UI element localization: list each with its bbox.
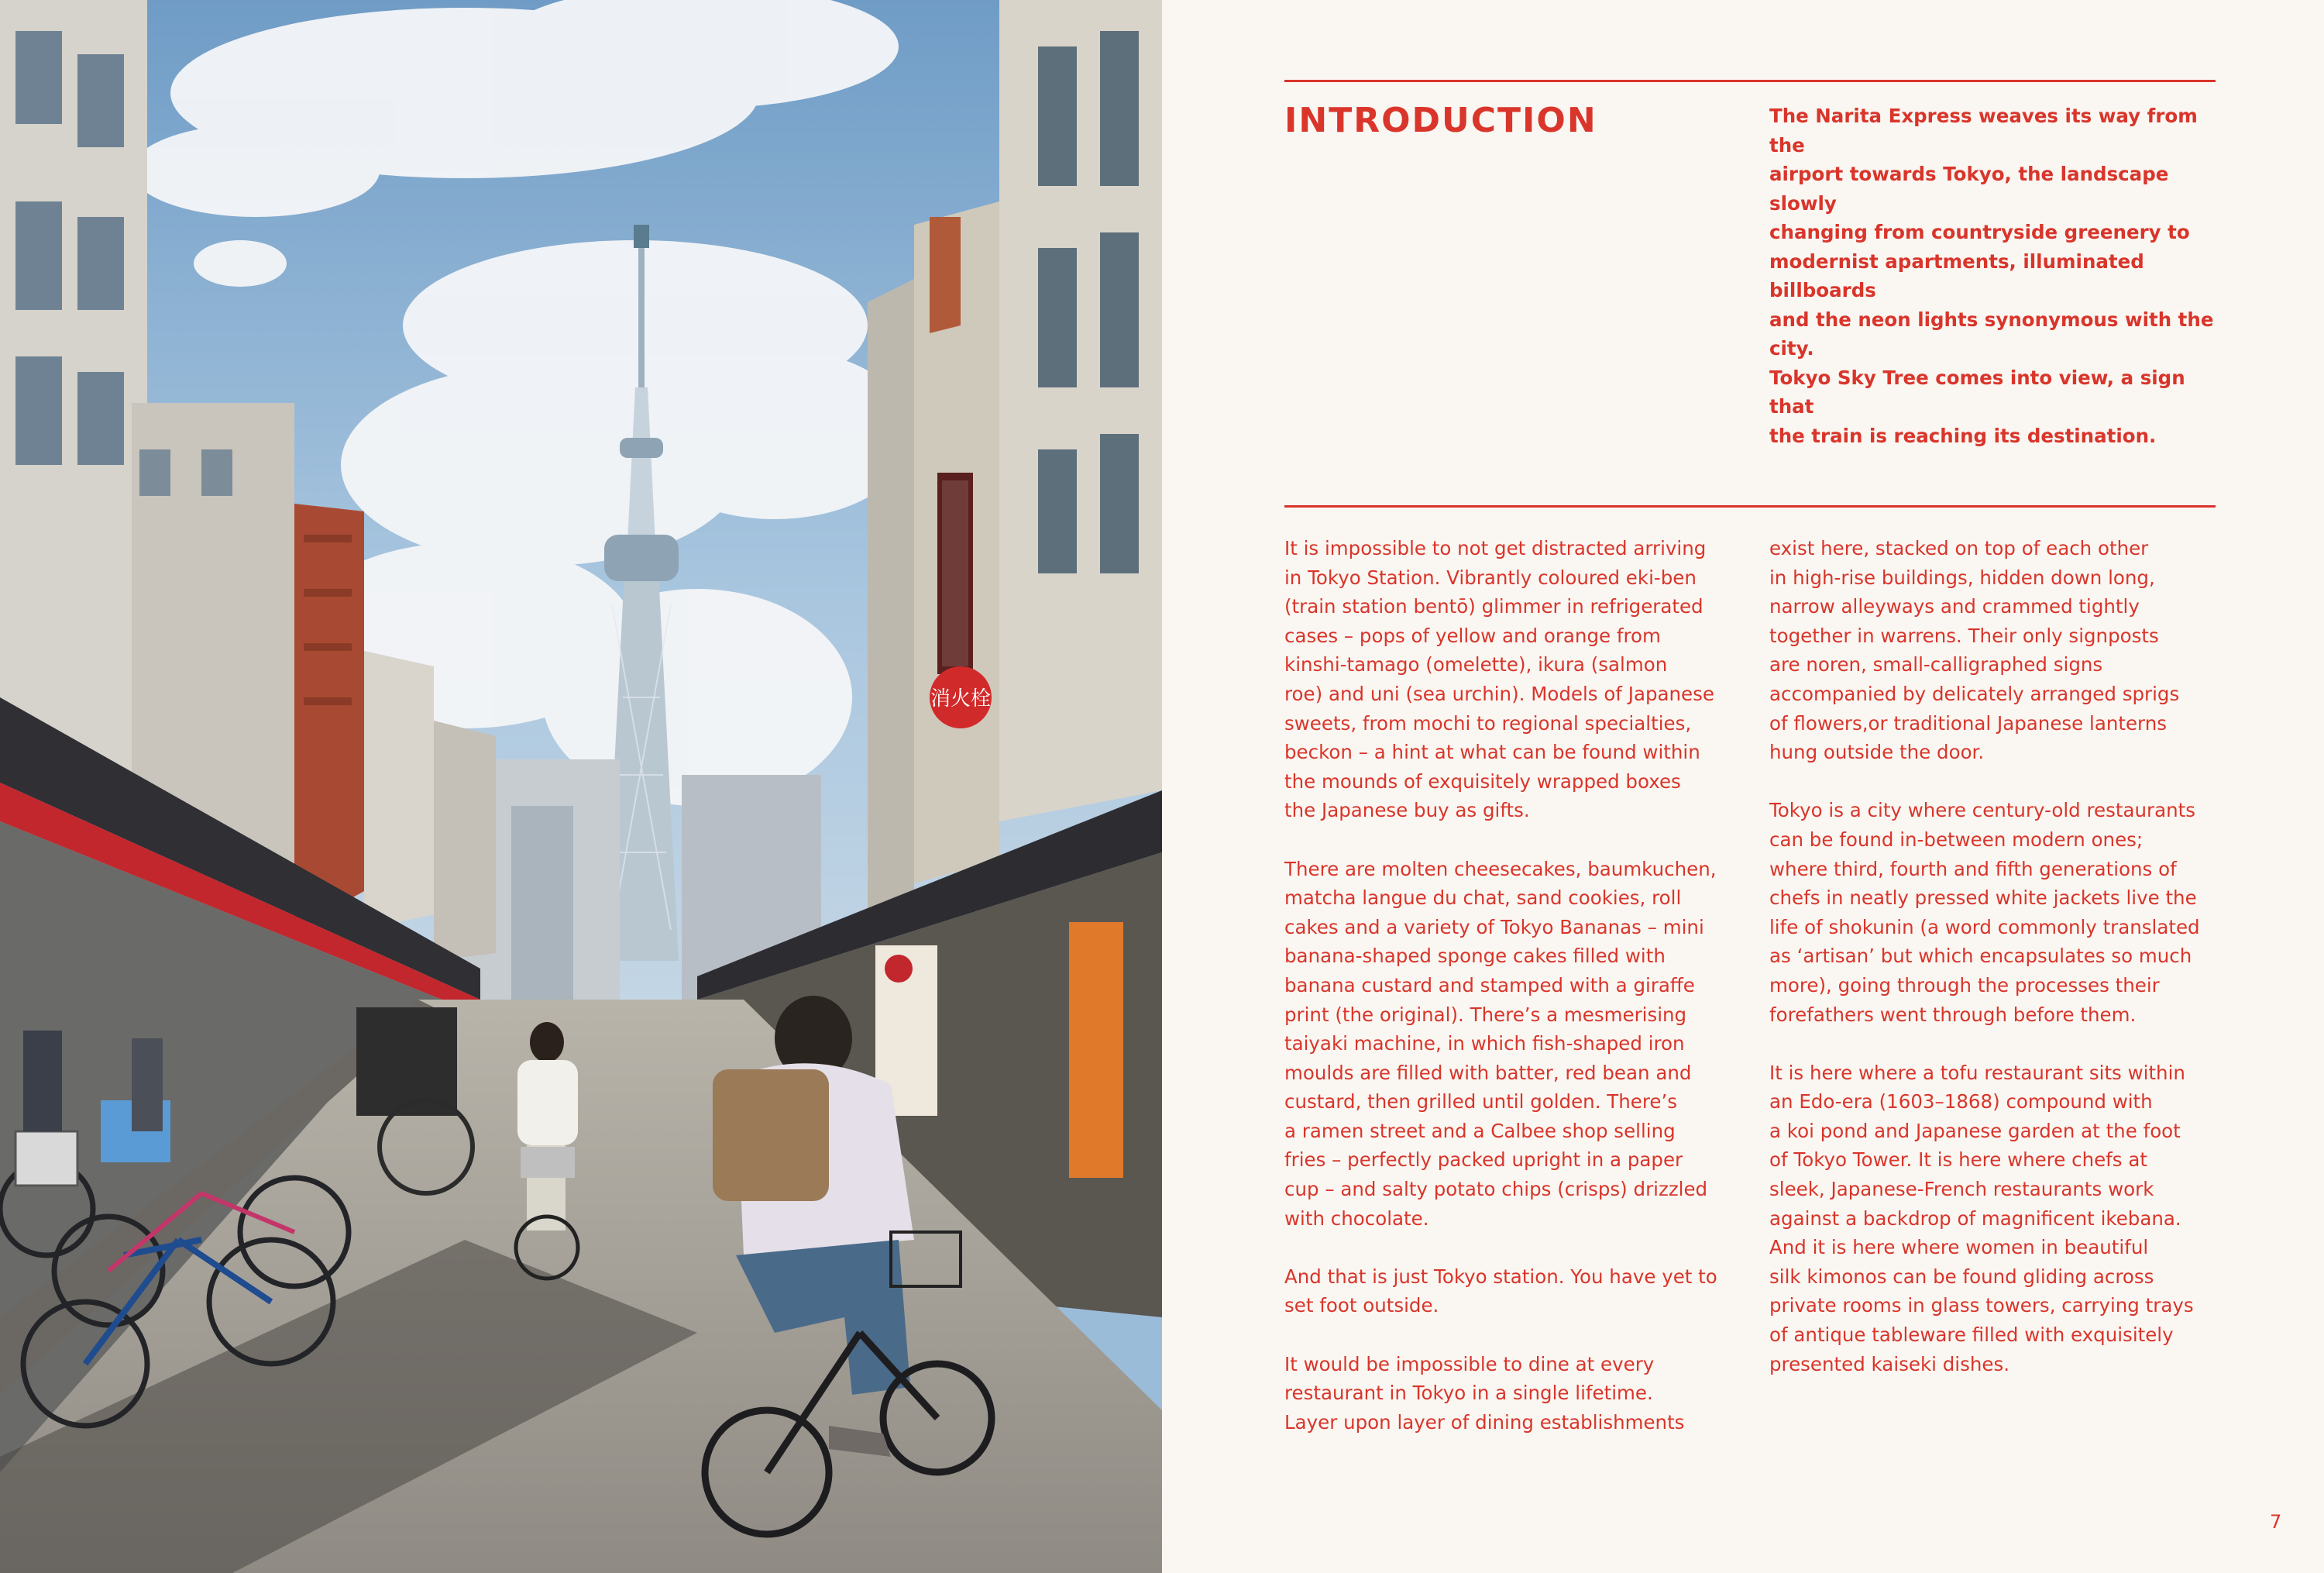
body-paragraph: exist here, stacked on top of each other in high-rise buildings, hidden down long, narrow alleyways and crammed tightly together in warrens. Their only signposts are noren, small-calligraphed signs accompanied by delicately arranged sprigs of flowers,or traditional Japanese lanterns hung outside the door. — [1769, 537, 2180, 764]
text-page — [1162, 0, 2324, 1573]
body-column-left — [1284, 534, 1749, 1437]
body-paragraph: And that is just Tokyo station. You have yet to set foot outside. — [1284, 1265, 1717, 1317]
body-paragraph: There are molten cheesecakes, baumkuchen, matcha langue du chat, sand cookies, roll cakes and a variety of Tokyo Bananas – mini banana-shaped sponge cakes filled with banana custard and stamped with a giraffe print (the original). There’s a mesmerising taiyaki machine, in which fish-shaped iron moulds are filled with batter, red bean and custard, then grilled until golden. There’s a ramen street and a Calbee shop selling fries – perfectly packed upright in a paper cup – and salty potato chips (crisps) drizzled with chocolate. — [1284, 857, 1717, 1230]
body-paragraph: It would be impossible to dine at every restaurant in Tokyo in a single lifetime. Layer upon layer of dining establishments — [1284, 1352, 1685, 1434]
top-rule — [1284, 80, 2216, 82]
middle-rule — [1284, 505, 2216, 508]
body-paragraph: It is impossible to not get distracted arriving in Tokyo Station. Vibrantly coloured eki-ben (train station bentō) glimmer in refrigerated cases – pops of yellow and orange from kinshi-tamago (omelette), ikura (salmon roe) and uni (sea urchin). Models of Japanese sweets, from mochi to regional specialties, beckon – a hint at what can be found within the mounds of exquisitely wrapped boxes the Japanese buy as gifts. — [1284, 537, 1714, 822]
page-number: 7 — [2270, 1511, 2282, 1533]
body-paragraph: It is here where a tofu restaurant sits within an Edo-era (1603–1868) compound with a koi pond and Japanese garden at the foot of Tokyo Tower. It is here where chefs at sleek, Japanese-French restaurants work against a backdrop of magnificent ikebana. And it is here where women in beautiful silk kimonos can be found gliding across private rooms in glass towers, carrying trays of antique tableware filled with exquisitely presented kaiseki dishes. — [1769, 1061, 2194, 1375]
fire-hydrant-sign-text: 消火栓 — [930, 687, 992, 711]
lede-paragraph: The Narita Express weaves its way from the airport towards Tokyo, the landscape slowly changing from countryside greenery to modernist apartments, illuminated billboards and the neon lights synonymous with the city. Tokyo Sky Tree comes into view, a sign that the train is reaching its destination. — [1769, 105, 2214, 447]
body-column-right — [1769, 534, 2234, 1379]
page-title: INTRODUCTION — [1284, 101, 1597, 140]
body-paragraph: Tokyo is a city where century-old restaurants can be found in-between modern ones; where third, fourth and fifth generations of chefs in neatly pressed white jackets live the life of shokunin (a word commonly translated as ‘artisan’ but which encapsulates so much more), going through the processes their forefathers went through before them. — [1769, 799, 2200, 1026]
